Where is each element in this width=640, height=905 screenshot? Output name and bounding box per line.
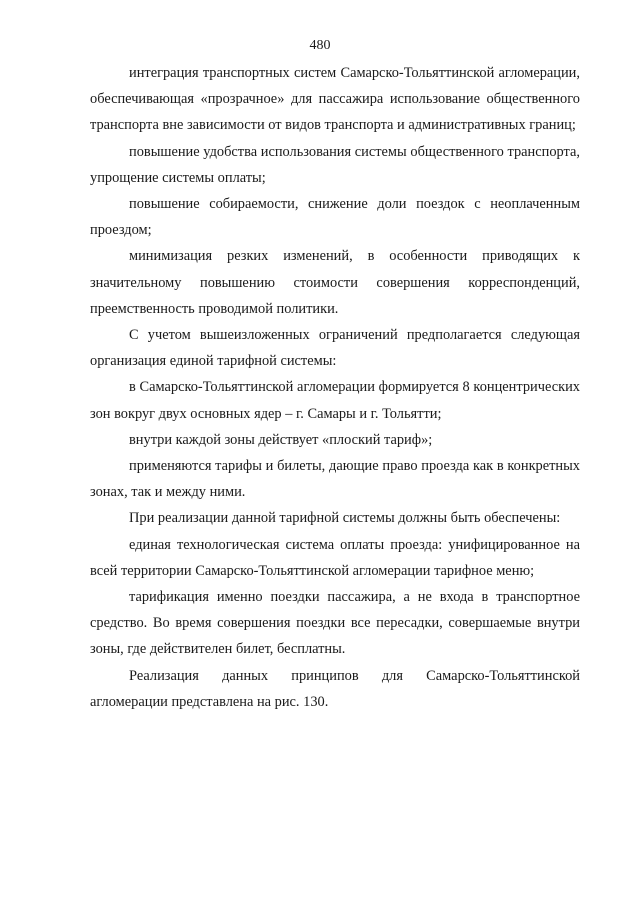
paragraph: При реализации данной тарифной системы должны быть обеспечены: [129, 510, 561, 527]
paragraph: С учетом вышеизложенных ограничений предполагается следующая организация единой тарифной системы: [90, 327, 580, 370]
paragraph: повышение удобства использования системы общественного транспорта, упрощение системы оплаты; [90, 143, 580, 186]
paragraph: тарификация именно поездки пассажира, а не входа в транспортное средство. Во время совершения поездки все пересадки, совершаемые внутри зоны, где действителен билет, бесплатны. [90, 589, 580, 658]
paragraph: Реализация данных принципов для Самарско-Тольяттинской агломерации представлена на рис. 130. [90, 667, 580, 710]
paragraph: единая технологическая система оплаты проезда: унифицированное на всей территории Самарско-Тольяттинской агломерации тарифное меню; [90, 536, 580, 579]
paragraph: минимизация резких изменений, в особенности приводящих к значительному повышению стоимости совершения корреспонденций, преемственность проводимой политики. [90, 248, 580, 317]
paragraph: интеграция транспортных систем Самарско-Тольяттинской агломерации, обеспечивающая «прозрачное» для пассажира использование общественного транспорта вне зависимости от видов транспорта и административных границ; [90, 65, 580, 134]
page-number: 480 [309, 38, 331, 53]
paragraph: применяются тарифы и билеты, дающие право проезда как в конкретных зонах, так и между ними. [90, 458, 580, 501]
paragraph: в Самарско-Тольяттинской агломерации формируется 8 концентрических зон вокруг двух основных ядер – г. Самары и г. Тольятти; [90, 379, 580, 422]
paragraph: внутри каждой зоны действует «плоский тариф»; [129, 431, 433, 448]
body-text [90, 60, 580, 715]
paragraph: повышение собираемости, снижение доли поездок с неоплаченным проездом; [90, 196, 580, 239]
